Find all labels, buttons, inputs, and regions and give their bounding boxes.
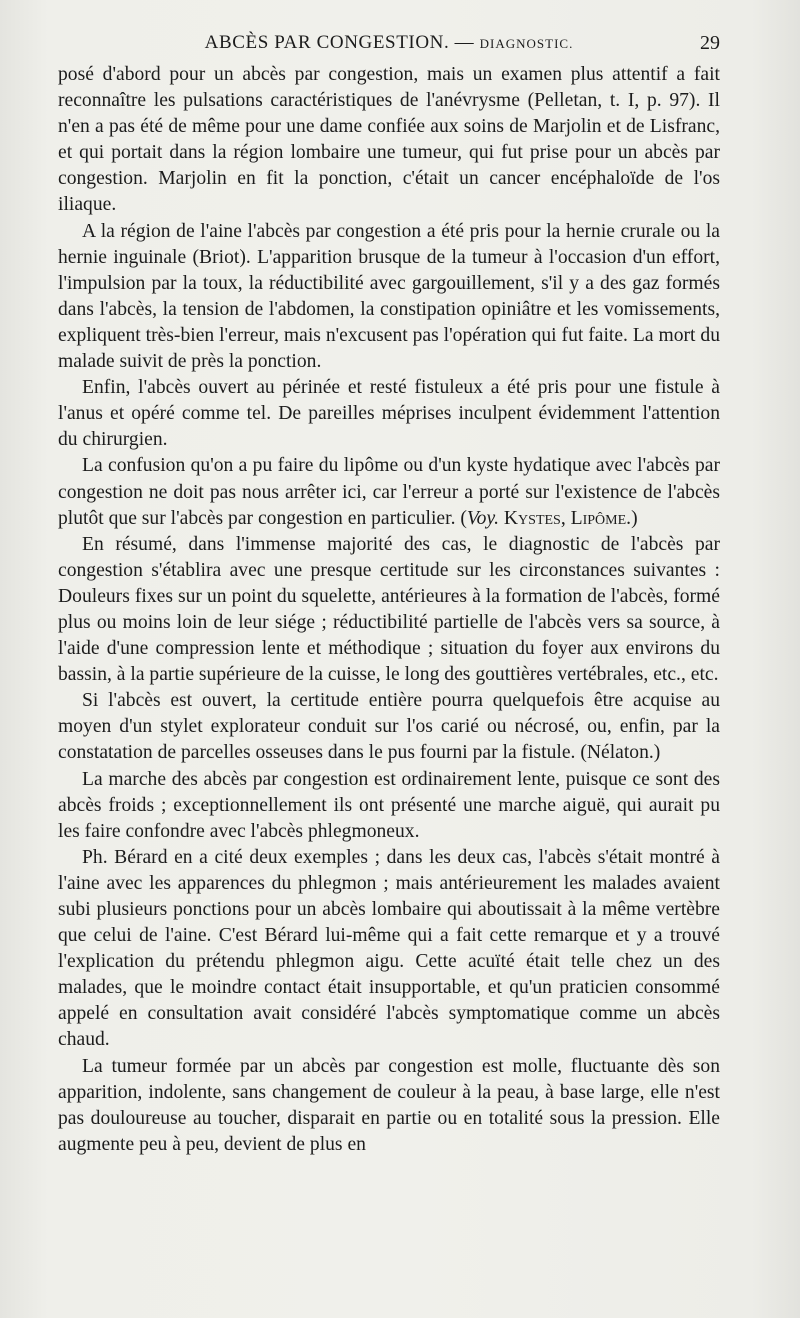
paragraph-lipome <box>58 453 720 531</box>
paragraph-berard: Ph. Bérard en a cité deux exemples ; dans les deux cas, l'abcès s'était montré à l'aine avec les apparences du phlegmon ; mais antérieurement les malades avaient subi plusieurs ponctions pour un abcès lombaire qui aboutissait à la même vertèbre que celui de l'aine. C'est Bérard lui-même qui a fait cette remarque et y a trouvé l'explication du prétendu phlegmon aigu. Cette acuïté était telle chez un des malades, que le moindre contact était insupportable, et qu'un praticien consommé appelé en consultation avait considéré l'abcès symptomatique comme un abcès chaud. <box>58 846 720 1051</box>
running-head <box>58 30 720 56</box>
running-title-main: ABCÈS PAR CONGESTION. — <box>204 32 480 53</box>
voy-reference: Voy. <box>466 507 499 529</box>
paragraph-fistule: Enfin, l'abcès ouvert au périnée et resté fistuleux a été pris pour une fistule à l'anus et opéré comme tel. De pareilles méprises inculpent évidemment l'attention du chirurgien. <box>58 377 720 451</box>
cross-references: Kystes, Lipôme. <box>499 507 632 529</box>
page-number: 29 <box>700 32 720 54</box>
paragraph-continuation: posé d'abord pour un abcès par congestion, mais un examen plus attentif a fait reconnaître les pulsations caractéristiques de l'anévrysme (Pelletan, t. I, p. 97). Il n'en a pas été de même pour une dame confiée aux soins de Marjolin et de Lisfranc, et qui portait dans la région lombaire une tumeur, qui fut prise pour un abcès par congestion. Marjolin en fit la ponction, c'était un cancer encéphaloïde de l'os iliaque. <box>58 64 720 216</box>
paragraph-lipome-text: La confusion qu'on a pu faire du lipôme ou d'un kyste hydatique avec l'abcès par congestion ne doit pas nous arrêter ici, car l'erreur a porté sur l'existence de l'abcès plutôt que sur l'abcès par congestion en particulier. ( <box>58 455 720 529</box>
paragraph-marche: La marche des abcès par congestion est ordinairement lente, puisque ce sont des abcès froids ; exceptionnellement ils ont présenté une marche aiguë, qui aurait pu les faire confondre avec l'abcès phlegmoneux. <box>58 768 720 842</box>
paragraph-hernie: A la région de l'aine l'abcès par congestion a été pris pour la hernie crurale ou la hernie inguinale (Briot). L'apparition brusque de la tumeur à l'occasion d'un effort, l'impulsion par la toux, la réductibilité avec gargouillement, s'il y a des gaz formés dans l'abcès, la tension de l'abdomen, la constipation opiniâtre et les vomissements, expliquent très-bien l'erreur, mais n'excusent pas l'opération qui fut faite. La mort du malade suivit de près la ponction. <box>58 220 720 373</box>
paragraph-lipome-end: ) <box>631 507 638 529</box>
running-title <box>58 30 720 57</box>
body-text <box>58 62 720 1158</box>
paragraph-abces-ouvert: Si l'abcès est ouvert, la certitude entière pourra quelquefois être acquise au moyen d'un stylet explorateur conduit sur l'os carié ou nécrosé, ou, enfin, par la constatation de parcelles osseuses dans le pus fourni par la fistule. (Nélaton.) <box>58 690 720 764</box>
running-title-section: DIAGNOSTIC. <box>479 36 574 51</box>
paragraph-tumeur: La tumeur formée par un abcès par congestion est molle, fluctuante dès son apparition, indolente, sans changement de couleur à la peau, à base large, elle n'est pas douloureuse au toucher, disparait en partie ou en totalité sous la pression. Elle augmente peu à peu, devient de plus en <box>58 1055 720 1155</box>
paragraph-resume: En résumé, dans l'immense majorité des cas, le diagnostic de l'abcès par congestion s'établira avec une presque certitude sur les circonstances suivantes : Douleurs fixes sur un point du squelette, antérieures à la formation de l'abcès, formé plus ou moins loin de leur siége ; réductibilité partielle de l'abcès vers sa source, à l'aide d'une compression lente et méthodique ; situation du foyer aux environs du bassin, à la partie supérieure de la cuisse, le long des gouttières vertébrales, etc., etc. <box>58 533 720 686</box>
